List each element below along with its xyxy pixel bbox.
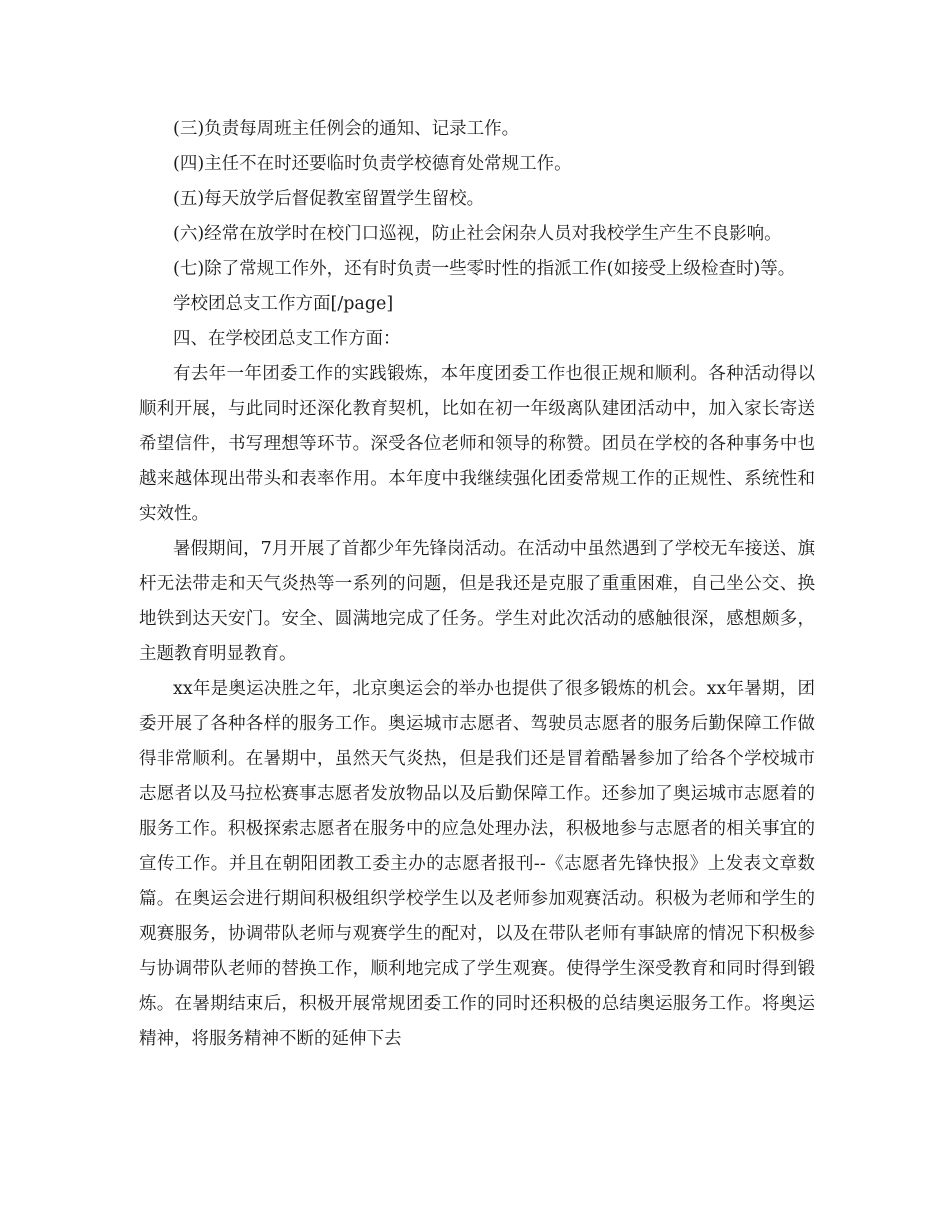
- list-item-3: (三)负责每周班主任例会的通知、记录工作。: [173, 119, 520, 139]
- paragraph-2: 暑假期间，7月开展了首都少年先锋岗活动。在活动中虽然遇到了学校无车接送、旗杆无法带走和天气炎热等一系列的问题，但是我还是克服了重重困难，自己坐公交、换地铁到达天安门。安全、圆满地完成了任务。学生对此次活动的感触很深，感想颇多，主题教育明显教育。: [139, 539, 815, 664]
- list-item-7: (七)除了常规工作外，还有时负责一些零时性的指派工作(如接受上级检查时)等。: [173, 259, 796, 279]
- paragraph-3: xx年是奥运决胜之年，北京奥运会的举办也提供了很多锻炼的机会。xx年暑期，团委开展了各种各样的服务工作。奥运城市志愿者、驾驶员志愿者的服务后勤保障工作做得非常顺利。在暑期中，虽然天气炎热，但是我们还是冒着酷暑参加了给各个学校城市志愿者以及马拉松赛事志愿者发放物品以及后勤保障工作。还参加了奥运城市志愿着的服务工作。积极探索志愿者在服务中的应急处理办法，积极地参与志愿者的相关事宜的宣传工作。并且在朝阳团教工委主办的志愿者报刊--《志愿者先锋快报》上发表文章数篇。在奥运会进行期间积极组织学校学生以及老师参加观赛活动。积极为老师和学生的观赛服务，协调带队老师与观赛学生的配对，以及在带队老师有事缺席的情况下积极参与协调带队老师的替换工作，顺利地完成了学生观赛。使得学生深受教育和同时得到锻炼。在暑期结束后，积极开展常规团委工作的同时还积极的总结奥运服务工作。将奥运精神，将服务精神不断的延伸下去: [139, 679, 815, 1049]
- list-item-6: (六)经常在放学时在校门口巡视，防止社会闲杂人员对我校学生产生不良影响。: [173, 224, 782, 244]
- section-heading: 四、在学校团总支工作方面：: [173, 329, 401, 349]
- subheading: 学校团总支工作方面[/page]: [173, 294, 394, 314]
- document-page: [139, 112, 815, 1057]
- list-item-4: (四)主任不在时还要临时负责学校德育处常规工作。: [173, 154, 572, 174]
- list-item-5: (五)每天放学后督促教室留置学生留校。: [173, 189, 485, 209]
- paragraph-1: 有去年一年团委工作的实践锻炼，本年度团委工作也很正规和顺利。各种活动得以顺利开展，与此同时还深化教育契机，比如在初一年级离队建团活动中，加入家长寄送希望信件，书写理想等环节。深受各位老师和领导的称赞。团员在学校的各种事务中也越来越体现出带头和表率作用。本年度中我继续强化团委常规工作的正规性、系统性和实效性。: [139, 364, 815, 524]
